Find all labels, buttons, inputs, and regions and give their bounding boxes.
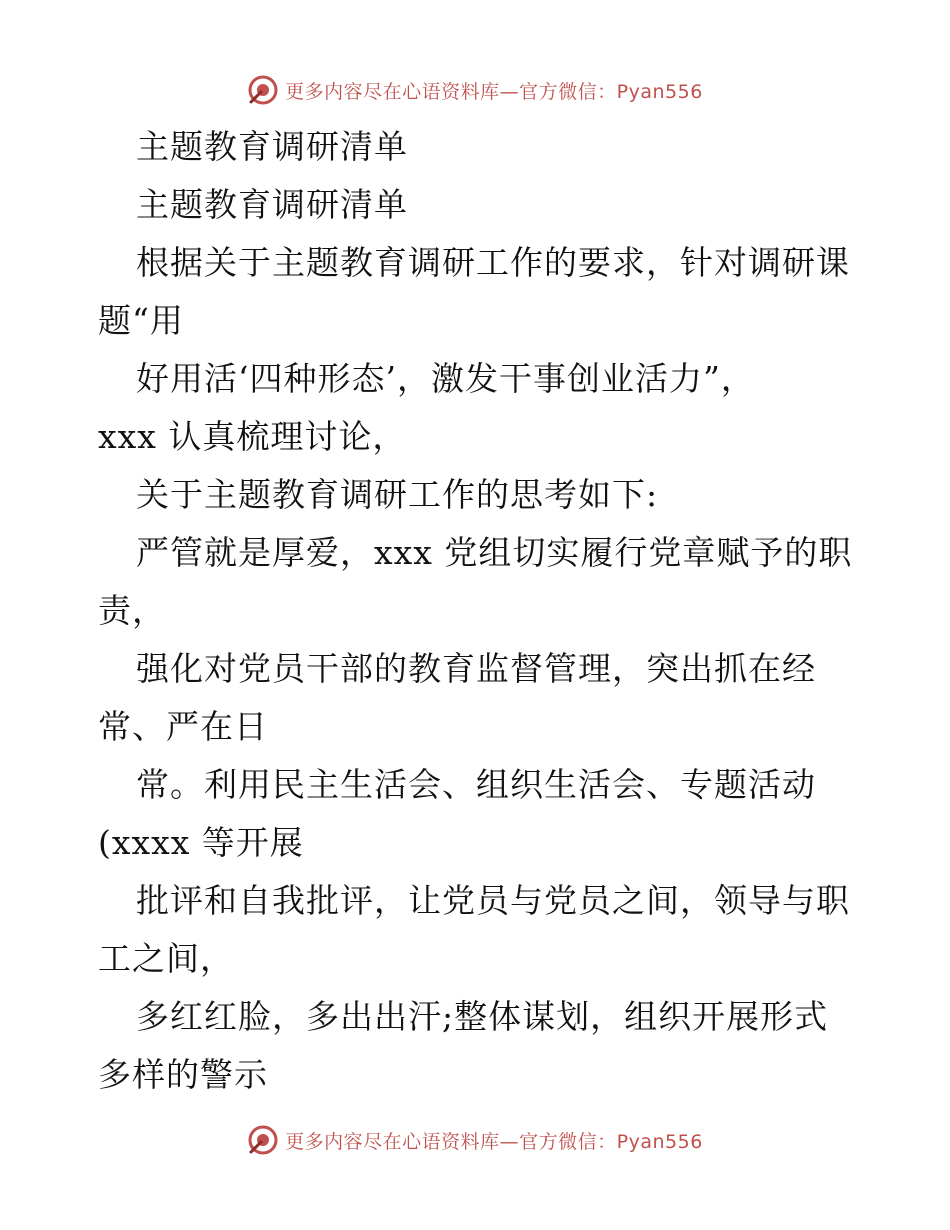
document-line: 责， (98, 591, 166, 630)
document-line: 主题教育调研清单 (136, 185, 408, 224)
document-line: xxx 认真梳理讨论， (98, 417, 407, 456)
document-line: 常。利用民主生活会、组织生活会、专题活动 (136, 765, 816, 804)
document-line: (xxxx 等开展 (98, 823, 304, 862)
document-line: 关于主题教育调研工作的思考如下: (136, 475, 659, 514)
document-line: 根据关于主题教育调研工作的要求，针对调研课 (136, 243, 850, 282)
document-body (98, 118, 868, 1104)
document-line: 题“用 (98, 301, 184, 340)
document-line: 多样的警示 (98, 1055, 268, 1094)
header-banner (0, 70, 950, 110)
document-line: 工之间， (98, 939, 234, 978)
document-line: 好用活‘四种形态’，激发干事创业活力”， (136, 359, 755, 398)
document-line: 常、严在日 (98, 707, 268, 746)
footer-banner-text: 更多内容尽在心语资料库—官方微信：Pyan556 (285, 1130, 703, 1153)
document-line: 批评和自我批评，让党员与党员之间，领导与职 (136, 881, 850, 920)
document-line: 强化对党员干部的教育监督管理，突出抓在经 (136, 649, 816, 688)
header-banner-text: 更多内容尽在心语资料库—官方微信：Pyan556 (285, 80, 703, 103)
pen-circle-logo-icon (247, 74, 279, 106)
document-line: 严管就是厚爱，xxx 党组切实履行党章赋予的职 (136, 533, 853, 572)
document-line: 主题教育调研清单 (136, 127, 408, 166)
document-line: 多红红脸，多出出汗;整体谋划，组织开展形式 (136, 997, 829, 1036)
footer-banner (0, 1120, 950, 1160)
pen-circle-logo-icon (247, 1124, 279, 1156)
